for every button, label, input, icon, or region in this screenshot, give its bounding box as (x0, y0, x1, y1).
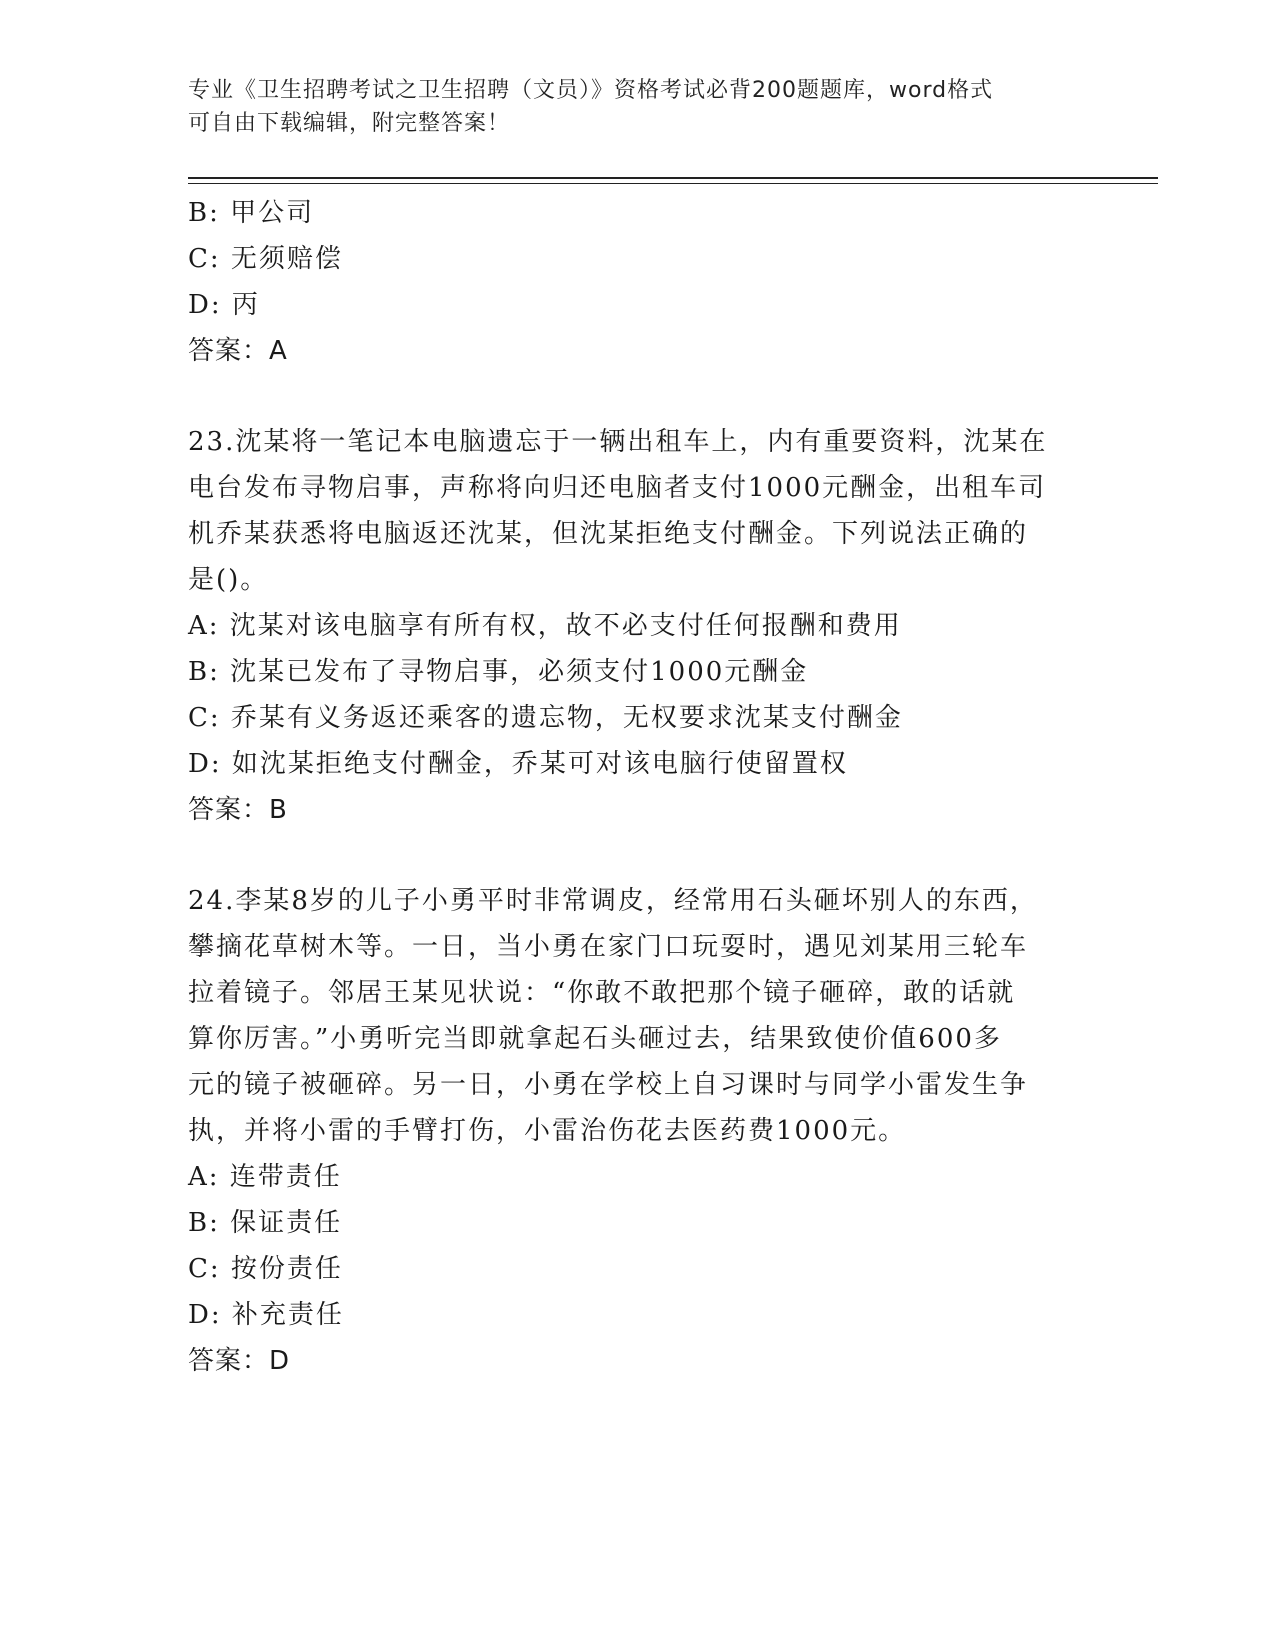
question-23-option-c: C: 乔某有义务返还乘客的遗忘物，无权要求沈某支付酬金 (188, 703, 903, 733)
question-24-text-line-2: 攀摘花草树木等。一日，当小勇在家门口玩耍时，遇见刘某用三轮车 (188, 932, 1029, 962)
question-24-answer: 答案：D (188, 1346, 291, 1376)
header-line-2: 可自由下载编辑，附完整答案！ (188, 111, 511, 136)
question-23-option-b: B: 沈某已发布了寻物启事，必须支付1000元酬金 (188, 657, 809, 687)
spacer (188, 374, 1088, 419)
document-body (188, 190, 1088, 1384)
spacer (188, 833, 1088, 878)
header-divider-thick (188, 177, 1158, 179)
question-24-text-line-1: 24.李某8岁的儿子小勇平时非常调皮，经常用石头砸坏别人的东西， (188, 886, 1038, 916)
question-23-option-a: A: 沈某对该电脑享有所有权，故不必支付任何报酬和费用 (188, 611, 902, 641)
question-24-text-line-3: 拉着镜子。邻居王某见状说：“你敢不敢把那个镜子砸碎，敢的话就 (188, 978, 1016, 1008)
header-divider-thin (188, 183, 1158, 184)
question-23-option-d: D: 如沈某拒绝支付酬金，乔某可对该电脑行使留置权 (188, 749, 848, 779)
question-23-text-line-1: 23.沈某将一笔记本电脑遗忘于一辆出租车上，内有重要资料，沈某在 (188, 427, 1048, 457)
question-23-answer: 答案：B (188, 795, 288, 825)
answer-line: 答案：A (188, 336, 288, 366)
question-24-option-b: B: 保证责任 (188, 1208, 343, 1238)
question-24-text-line-5: 元的镜子被砸碎。另一日，小勇在学校上自习课时与同学小雷发生争 (188, 1070, 1029, 1100)
document-header (188, 74, 1088, 140)
question-24-option-a: A: 连带责任 (188, 1162, 342, 1192)
question-23-text-line-2: 电台发布寻物启事，声称将向归还电脑者支付1000元酬金，出租车司 (188, 473, 1047, 503)
option-c: C: 无须赔偿 (188, 244, 343, 274)
prev-question-block (188, 190, 1088, 374)
question-23-text-line-3: 机乔某获悉将电脑返还沈某，但沈某拒绝支付酬金。下列说法正确的 (188, 519, 1029, 549)
option-d: D: 丙 (188, 290, 260, 320)
question-23-text-line-4: 是()。 (188, 565, 269, 595)
header-line-1: 专业《卫生招聘考试之卫生招聘（文员）》资格考试必背200题题库，word格式 (188, 78, 994, 103)
question-24-block (188, 878, 1088, 1384)
question-24-option-d: D: 补充责任 (188, 1300, 344, 1330)
question-24-text-line-6: 执，并将小雷的手臂打伤，小雷治伤花去医药费1000元。 (188, 1116, 907, 1146)
option-b: B: 甲公司 (188, 198, 315, 228)
question-24-option-c: C: 按份责任 (188, 1254, 343, 1284)
question-23-block (188, 419, 1088, 833)
question-24-text-line-4: 算你厉害。”小勇听完当即就拿起石头砸过去，结果致使价值600多 (188, 1024, 1002, 1054)
